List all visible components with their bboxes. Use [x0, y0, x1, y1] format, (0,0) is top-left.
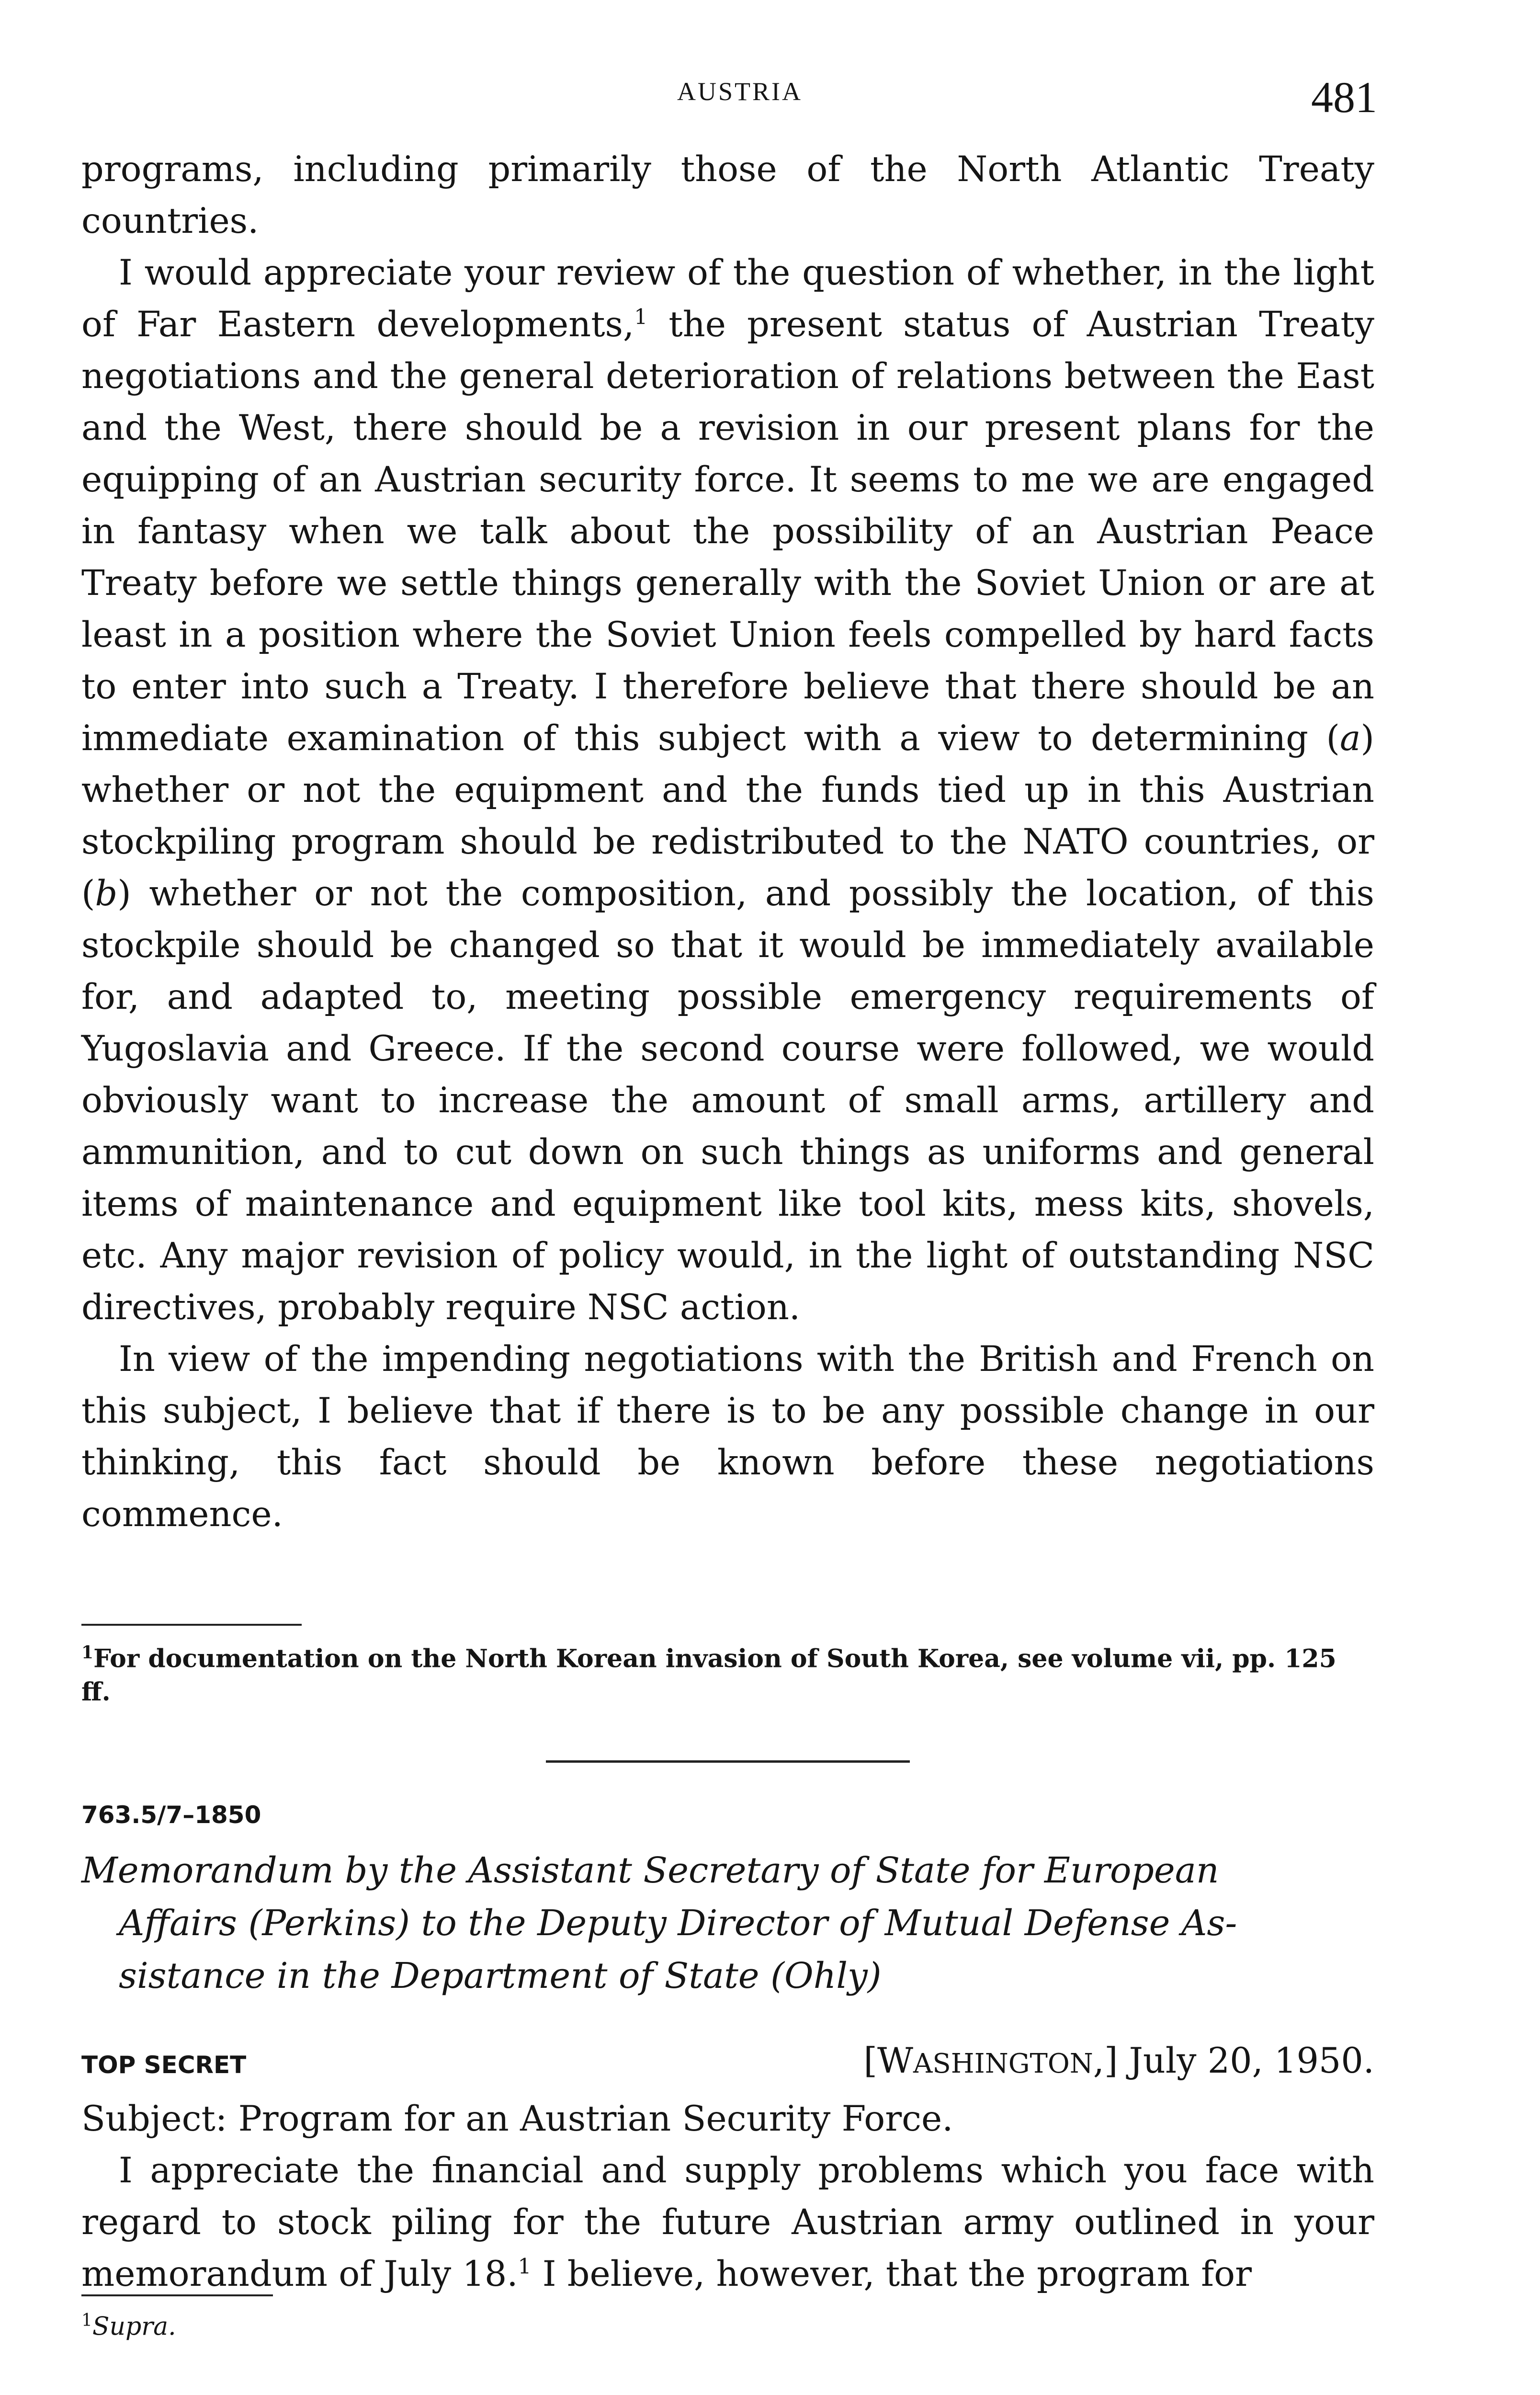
memorandum-body — [81, 2093, 1374, 2300]
footnote-rule-2 — [81, 2294, 273, 2296]
section-divider — [546, 1760, 910, 1763]
document-title: Memorandum by the Assistant Secretary of State for European Affairs (Perkins) to the Deputy Director of Mutual Defense As- sistance in the Department of State (Ohly) — [81, 1850, 1237, 1996]
subject-line: Subject: Program for an Austrian Security Force. — [81, 2098, 953, 2139]
dateline: [WASHINGTON,] July 20, 1950. — [863, 2041, 1374, 2081]
footnote-korea: $^1$For documentation on the North Korean invasion of South Korea, see volume vii, pp. 125 ff. — [81, 1642, 1336, 1707]
paragraph-negotiations: In view of the impending negotiations with the British and French on this subject, I believe that if there is to be any possible change in our thinking, this fact should be known before these negotiations commence. — [81, 1339, 1374, 1535]
footnote-ref: 1 — [518, 2254, 532, 2279]
running-head — [0, 72, 1540, 129]
page-number: 481 — [1311, 73, 1377, 122]
paragraph-continuation: programs, including primarily those of the North Atlantic Treaty countries. — [81, 149, 1374, 241]
upper-text-block — [81, 144, 1374, 1540]
footnote-ref: 1 — [634, 305, 648, 330]
document-header-line — [81, 2041, 1374, 2093]
footnote-rule — [81, 1624, 302, 1626]
paragraph-review-request: I would appreciate your review of the question of whether, in the light of Far Eastern developments,$^1$ the present status of Austrian Treaty negotiations and the general deterioration of relations between the East and the West, there should be a revision in our present plans for the equipping of an Austrian security force. It seems to me we are engaged in fantasy when we talk about the possibility of an Austrian Peace Treaty before we settle things generally with the Soviet Union or are at least in a position where the Soviet Union feels compelled by hard facts to enter into such a Treaty. I therefore believe that there should be an immediate examination of this subject with a view to determining (a) whether or not the equipment and the funds tied up in this Austrian stockpiling program should be redistributed to the NATO countries, or (b) whether or not the composition, and possibly the location, of this stockpile should be changed so that it would be immediately available for, and adapted to, meeting possible emergency requirements of Yugoslavia and Greece. If the second course were followed, we would obviously want to increase the amount of small arms, artillery and ammunition, and to cut down on such things as uniforms and general items of maintenance and equipment like tool kits, mess kits, shovels, etc. Any major revision of policy would, in the light of outstanding NSC directives, probably require NSC action. — [81, 252, 1374, 1328]
classification-label: TOP SECRET — [81, 2051, 247, 2079]
running-title: AUSTRIA — [677, 77, 803, 106]
file-number: 763.5/7–1850 — [81, 1801, 261, 1829]
footnote-supra: $^1$Supra. — [81, 2311, 176, 2341]
paragraph-appreciation: I appreciate the financial and supply problems which you face with regard to stock piling for the future Austrian army outlined in your memorandum of July 18.$^1$ I believe, however, that the program for — [81, 2150, 1374, 2294]
